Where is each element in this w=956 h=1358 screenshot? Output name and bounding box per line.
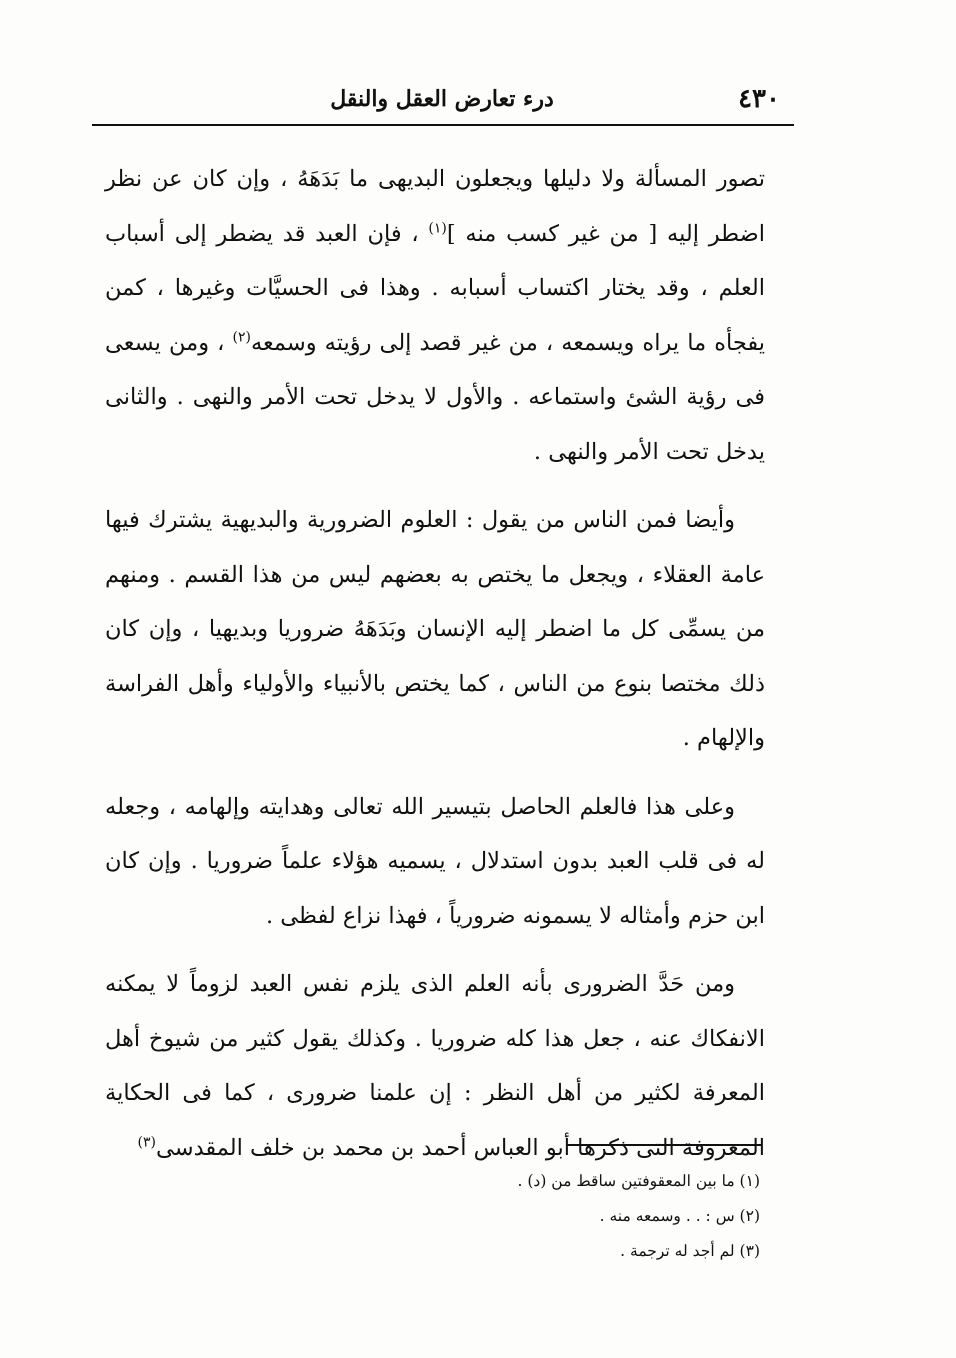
paragraph-text: ، فإن العبد قد يضطر إلى أسباب العلم ، وقد يختار اكتساب أسبابه . وهذا فى الحسيَّات وغيرها ، كمن يفجأه ما يراه ويسمعه ، من غير قصد إلى رؤيته وسمعه <box>105 220 766 356</box>
paragraph-text: ومن حَدَّ الضرورى بأنه العلم الذى يلزم نفس العبد لزوماً لا يمكنه الانفكاك عنه ، جعل هذا كله ضروريا . وكذلك يقول كثير من شيوخ أهل المعرفة لكثير من أهل النظر : إن علمنا ضرورى ، كما فى الحكاية المعروفة التى ذكرها أبو العباس أحمد بن محمد بن خلف المقدسى <box>105 971 765 1161</box>
paragraph-text: ، ومن يسعى فى رؤية الشئ واستماعه . والأول لا يدخل تحت الأمر والنهى . والثانى يدخل تحت الأمر والنهى . <box>105 329 765 465</box>
body-text <box>105 152 765 1189</box>
paragraph-4 <box>105 957 765 1175</box>
footnote-1: (١) ما بين المعقوفتين ساقط من (د) . <box>517 1172 760 1190</box>
paragraph-3: وعلى هذا فالعلم الحاصل بتيسير الله تعالى وهدايته وإلهامه ، وجعله له فى قلب العبد بدون استدلال ، يسميه هؤلاء علماً ضروريا . وإن كان ابن حزم وأمثاله لا يسمونه ضرورياً ، فهذا نزاع لفظى . <box>105 793 765 929</box>
footnote-ref-3: (٣) <box>137 1134 156 1150</box>
running-title: درء تعارض العقل والنقل <box>330 86 554 112</box>
footnote-ref-1: (١) <box>428 220 447 236</box>
footnote-rule <box>566 1144 762 1146</box>
footnote-3: (٣) لم أجد له ترجمة . <box>620 1242 760 1260</box>
page-header <box>92 80 792 126</box>
footnote-ref-2: (٢) <box>232 329 251 345</box>
header-rule <box>92 124 794 126</box>
paragraph-text: تصور المسألة ولا دليلها ويجعلون البديهى ما بَدَهَهُ ، وإن كان عن نظر اضطر إليه [ من غير كسب منه ] <box>105 166 765 247</box>
footnotes <box>420 1164 760 1269</box>
paragraph-1 <box>105 152 765 479</box>
page-number: ٤٣٠ <box>738 84 780 114</box>
paragraph-2: وأيضا فمن الناس من يقول : العلوم الضرورية والبديهية يشترك فيها عامة العقلاء ، ويجعل ما يختص به بعضهم ليس من هذا القسم . ومنهم من يسمِّى كل ما اضطر إليه الإنسان وبَدَهَهُ ضروريا وبديهيا ، وإن كان ذلك مختصا بنوع من الناس ، كما يختص بالأنبياء والأولياء وأهل الفراسة والإلهام . <box>105 507 765 751</box>
footnote-2: (٢) س : . . وسمعه منه . <box>599 1207 760 1225</box>
